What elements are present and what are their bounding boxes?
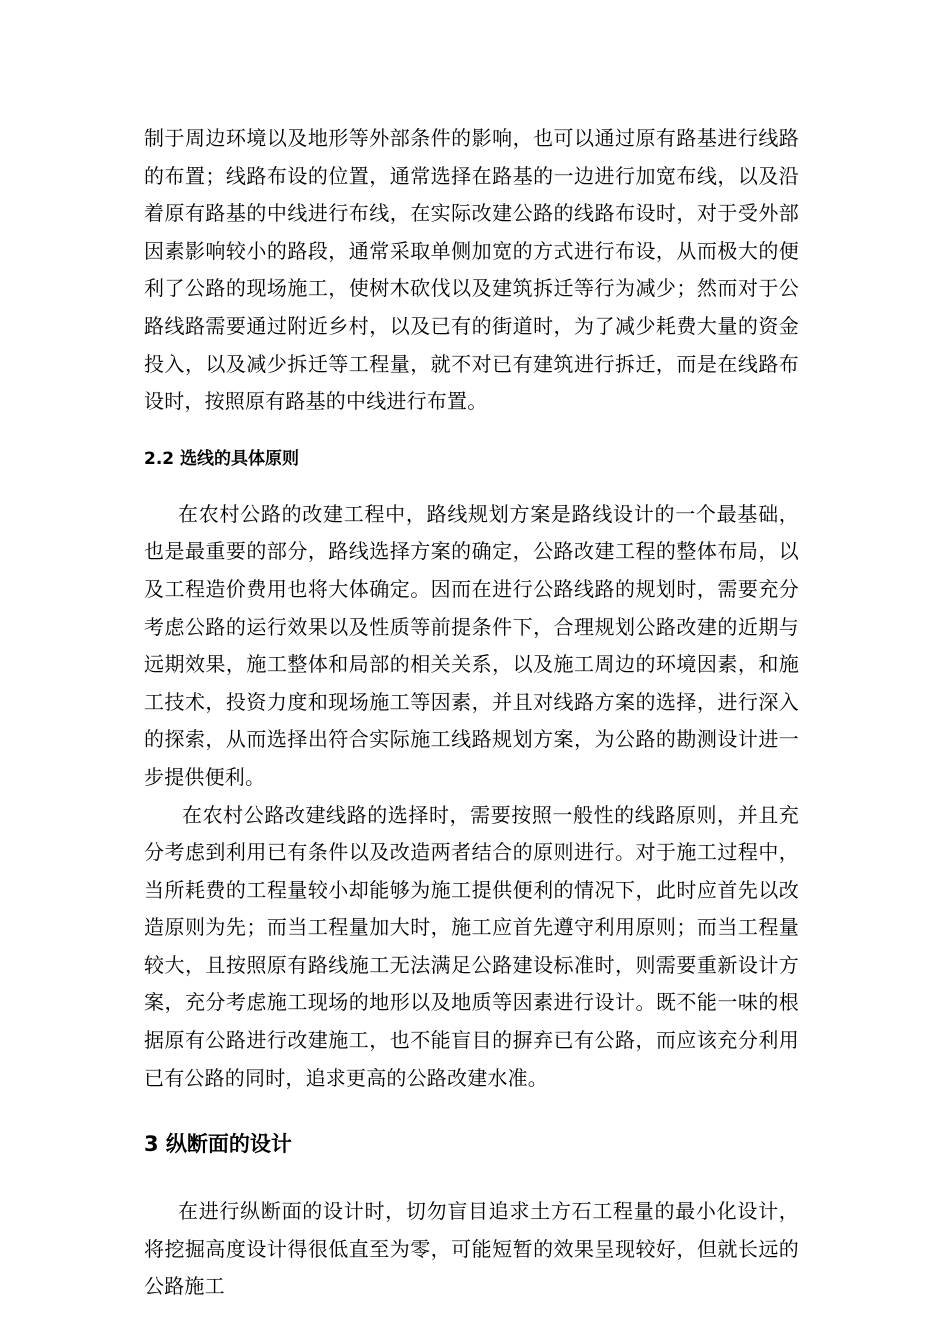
paragraph-longitudinal-design: 在进行纵断面的设计时，切勿盲目追求土方石工程量的最小化设计，将挖掘高度设计得很低直至为零，可能短暂的效果呈现较好，但就长远的公路施工 bbox=[144, 1199, 799, 1299]
paragraph-route-selection: 在农村公路改建线路的选择时，需要按照一般性的线路原则，并且充分考虑到利用已有条件以及改造两者结合的原则进行。对于施工过程中，当所耗费的工程量较小却能够为施工提供便利的情况下，此时应首先以改造原则为先；而当工程量加大时，施工应首先遵守利用原则；而当工程量较大，且按照原有路线施工无法满足公路建设标准时，则需要重新设计方案，充分考虑施工现场的地形以及地质等因素进行设计。既不能一味的根据原有公路进行改建施工，也不能盲目的摒弃已有公路，而应该充分利用已有公路的同时，追求更高的公路改建水准。 bbox=[144, 802, 799, 1090]
section-heading-3: 3 纵断面的设计 bbox=[144, 1132, 292, 1157]
document-page bbox=[144, 120, 799, 1306]
paragraph-continued: 制于周边环境以及地形等外部条件的影响，也可以通过原有路基进行线路的布置；线路布设的位置，通常选择在路基的一边进行加宽布线，以及沿着原有路基的中线进行布线，在实际改建公路的线路布设时，对于受外部因素影响较小的路段，通常采取单侧加宽的方式进行布设，从而极大的便利了公路的现场施工，使树木砍伐以及建筑拆迁等行为减少；然而对于公路线路需要通过附近乡村，以及已有的街道时，为了减少耗费大量的资金投入，以及减少拆迁等工程量，就不对已有建筑进行拆迁，而是在线路布设时，按照原有路基的中线进行布置。 bbox=[144, 126, 799, 414]
section-heading-2-2: 2.2 选线的具体原则 bbox=[144, 448, 300, 469]
paragraph-route-planning: 在农村公路的改建工程中，路线规划方案是路线设计的一个最基础，也是最重要的部分，路线选择方案的确定，公路改建工程的整体布局，以及工程造价费用也将大体确定。因而在进行公路线路的规划时，需要充分考虑公路的运行效果以及性质等前提条件下，合理规划公路改建的近期与远期效果，施工整体和局部的相关关系，以及施工周边的环境因素，和施工技术，投资力度和现场施工等因素，并且对线路方案的选择，进行深入的探索，从而选择出符合实际施工线路规划方案，为公路的勘测设计进一步提供便利。 bbox=[144, 501, 799, 789]
